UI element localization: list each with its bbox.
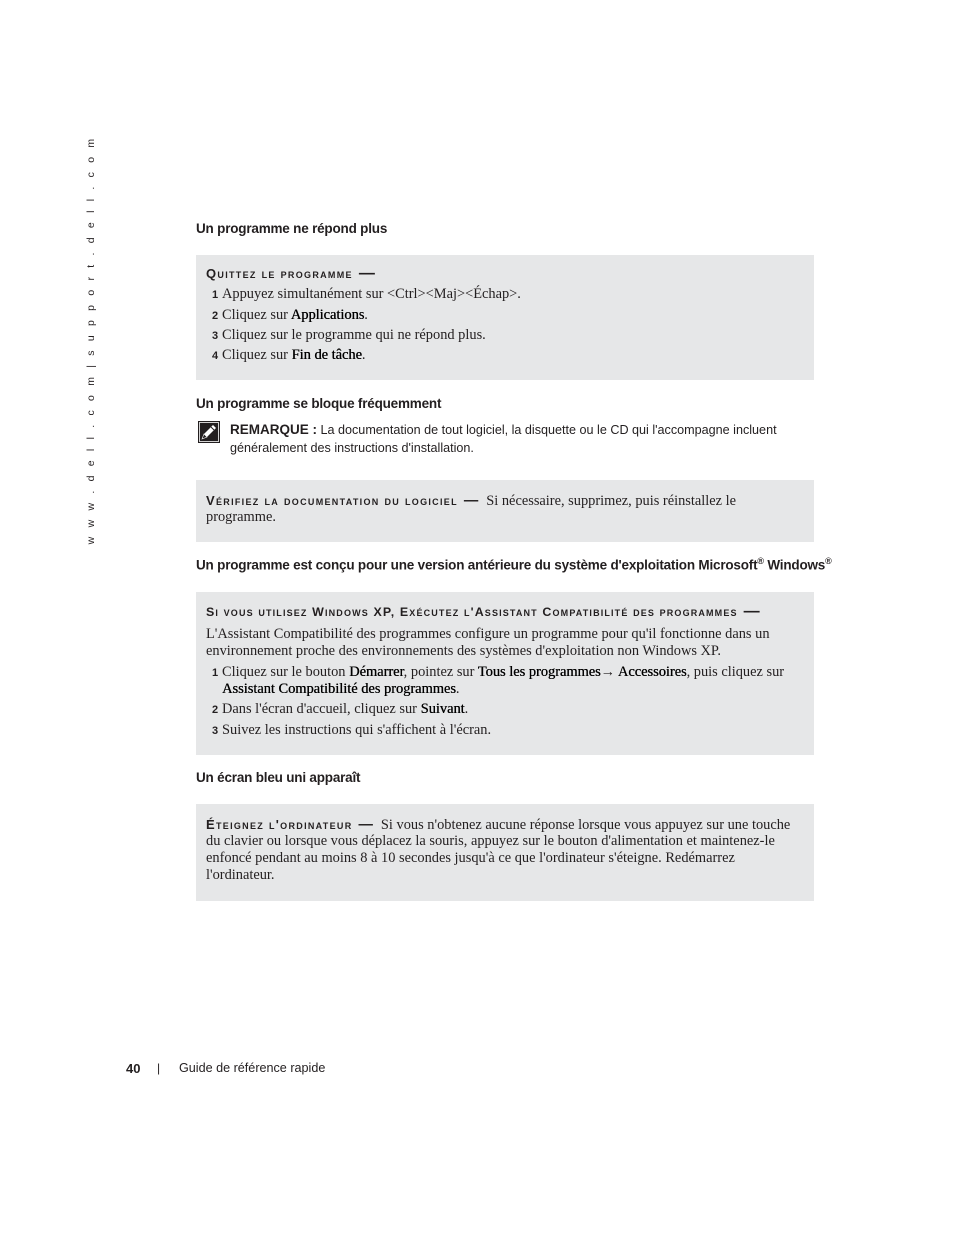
step-number: 3 [212,725,219,737]
step-number: 3 [212,330,219,342]
step-text: Cliquez sur [222,347,292,363]
box-title-line [206,816,790,834]
section-heading-older-version [196,556,832,573]
box-title: Éteignez l'ordinateur [206,817,353,832]
step-1-continued [222,681,459,698]
step-1 [212,664,784,682]
box-title-line [206,265,383,283]
page-number: 40 [126,1061,141,1076]
em-dash: — [358,265,375,282]
step-number: 2 [212,310,219,322]
step-number: 1 [212,289,219,301]
step-bold-term: Tous les programmes [477,664,601,680]
em-dash: — [358,817,373,833]
note-label: REMARQUE : [230,422,317,437]
step-text-end: . [361,347,366,363]
step-bold-term: Démarrer [349,664,404,680]
section-heading-not-responding: Un programme ne répond plus [196,221,388,236]
step-3 [212,327,486,345]
step-text: Appuyez simultanément sur <Ctrl><Maj><Échap>. [222,286,521,302]
step-text: Dans l'écran d'accueil, cliquez sur [222,701,421,717]
box-title: Si vous utilisez Windows XP, Exécutez l'Assistant Compatibilité des programmes [206,605,738,619]
step-text-end: . [464,701,469,717]
step-number: 2 [212,704,219,716]
step-2 [212,701,468,719]
side-url-text: w w w . d e l l . c o m | s u p p o r t . d e l l . c o m [85,135,97,545]
box-text-line-2: du clavier ou lorsque vous déplacez la souris, appuyez sur le bouton d'alimentation et maintenez-le [206,833,775,849]
section-heading-freezes: Un programme se bloque fréquemment [196,396,442,411]
intro-line-1: L'Assistant Compatibilité des programmes configure un programme pour qu'il fonctionne dans un [206,626,770,642]
step-text-end: . [364,307,368,323]
step-bold-term: Fin de tâche [291,347,362,363]
box-text-line-4: l'ordinateur. [206,867,275,883]
step-text: Suivez les instructions qui s'affichent à l'écran. [222,722,492,738]
procedure-box-quit-program [196,255,814,380]
side-url-margin [79,135,103,545]
step-text-end: . [455,681,460,697]
step-3 [212,722,491,740]
procedure-box-check-documentation [196,480,814,542]
step-number: 1 [212,667,219,679]
arrow-icon: → [600,664,616,680]
step-2 [212,307,368,325]
note-pencil-icon [198,421,220,443]
registered-mark: ® [757,556,764,566]
em-dash: — [463,493,479,509]
step-number: 4 [212,350,219,362]
intro-line-2: environnement proche des environnements des systèmes d'exploitation non Windows XP. [206,643,721,659]
registered-mark: ® [825,556,832,566]
box-text-line-3: enfoncé pendant au moins 8 à 10 secondes jusqu'à ce que l'ordinateur s'éteigne. Redémarrez [206,850,735,866]
box-text-line-2: programme. [206,509,276,525]
box-text-line-1: Si vous n'obtenez aucune réponse lorsque vous appuyez sur une touche [380,817,791,833]
box-title: Vérifiez la documentation du logiciel [206,493,458,508]
heading-text: Un programme est conçu pour une version antérieure du système d'exploitation Microsoft [196,557,758,573]
step-text: Cliquez sur [222,307,291,323]
section-heading-blue-screen: Un écran bleu uni apparaît [196,770,361,785]
step-bold-term: Applications [290,307,365,323]
note-line-2: généralement des instructions d'installation. [230,441,474,455]
box-title: Quittez le programme [206,266,353,281]
box-title-line [206,603,768,621]
step-text: Cliquez sur le bouton [222,664,350,680]
step-4 [212,347,366,365]
footer-title: Guide de référence rapide [179,1061,326,1075]
step-text: , pointez sur [403,664,478,680]
note-block [196,421,816,461]
box-text-line-1: Si nécessaire, supprimez, puis réinstallez le [486,493,737,509]
box-title-line [206,492,736,510]
heading-text-windows: Windows [763,557,826,573]
procedure-box-compatibility-wizard [196,592,814,755]
footer-separator: | [157,1061,161,1075]
step-bold-term: Accessoires [615,664,687,680]
step-text: Cliquez sur le programme qui ne répond plus. [222,327,486,343]
step-1 [212,286,521,304]
step-bold-term: Assistant Compatibilité des programmes [222,681,456,697]
note-line-1: La documentation de tout logiciel, la disquette ou le CD qui l'accompagne incluent [317,423,777,437]
em-dash: — [743,603,760,620]
step-text: , puis cliquez sur [686,664,785,680]
note-text [230,421,777,457]
procedure-box-turn-off [196,804,814,901]
step-bold-term: Suivant [420,701,465,717]
